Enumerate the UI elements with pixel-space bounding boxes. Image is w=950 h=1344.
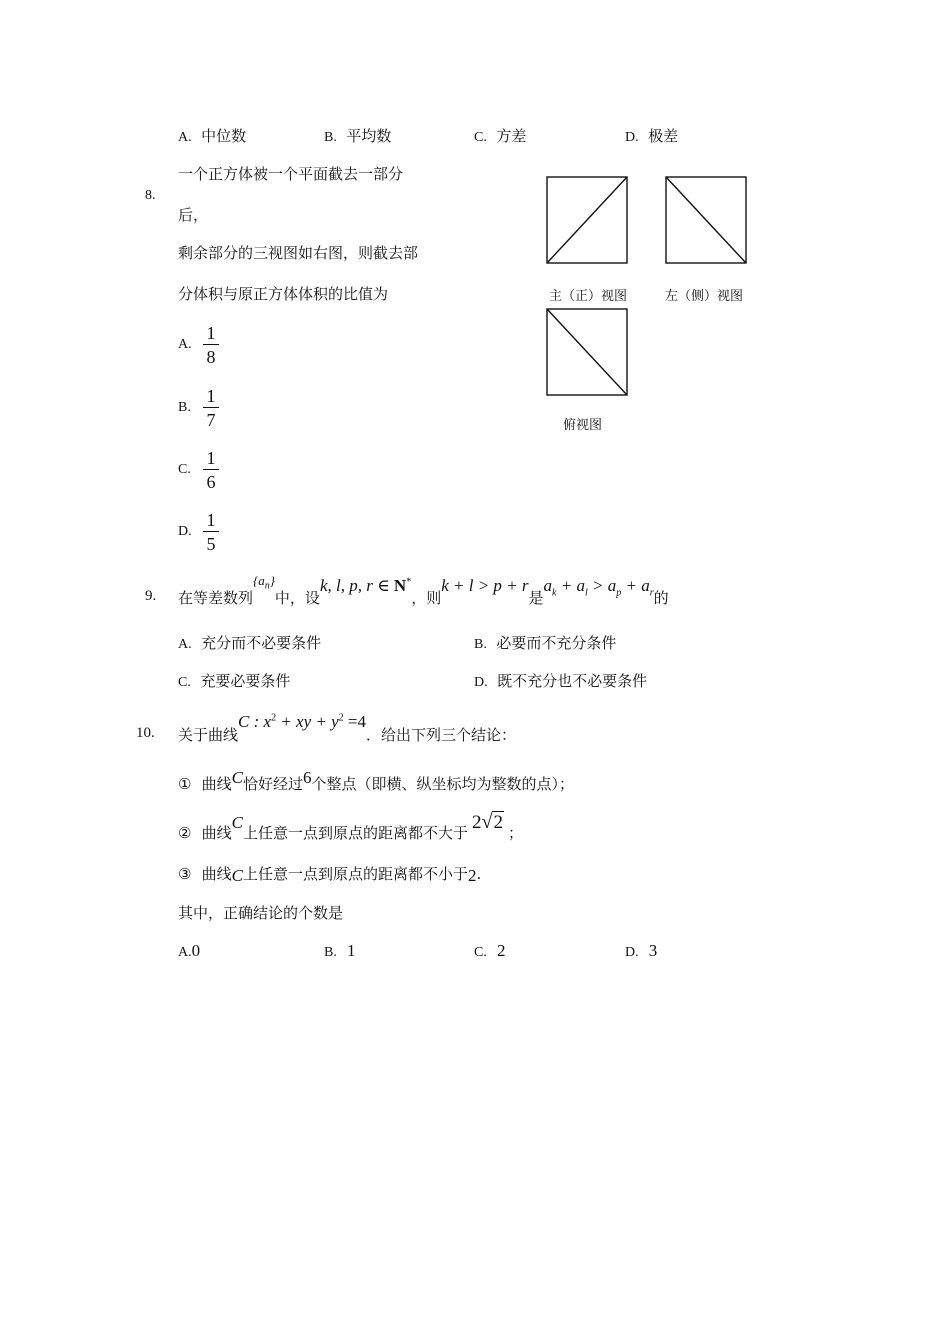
q8-line-2: 后， [178,206,209,224]
q10-option-a: A.0 [178,941,201,960]
q9-option-c: C. 充要必要条件 [178,672,291,690]
q9-text-2: 中，设 [274,589,320,607]
q9-option-d: D. 既不充分也不必要条件 [474,672,648,690]
q10-statement-1: ① 曲线C恰好经过6个整点（即横、纵坐标均为整数的点）； [178,768,575,793]
front-view-diagonal [547,177,627,263]
q10-number: 10. [136,725,155,741]
q9-text-3: ，则 [411,589,442,607]
q7-option-b: B. 平均数 [324,127,392,145]
q9-condition-1: k + l > p + r [441,576,529,595]
q9-number: 9. [145,588,157,604]
q10-conclusion: 其中，正确结论的个数是 [178,904,344,922]
q8-option-a-letter: A. [178,337,192,352]
q10-option-d: D. 3 [625,941,658,960]
q8-option-c-letter: C. [178,462,191,477]
q8-option-b-fraction: 1 7 [203,386,219,430]
q7-option-c: C. 方差 [474,127,527,145]
q9-option-a: A. 充分而不必要条件 [178,634,322,652]
q7-option-a: A. 中位数 [178,127,247,145]
side-view-diagram [665,176,748,265]
q9-stem [178,572,669,607]
q10-option-b: B. 1 [324,941,356,960]
q8-number: 8. [145,188,156,203]
q10-text-1: 关于曲线 [178,726,239,744]
q8-option-d-letter: D. [178,524,192,539]
q10-statement-3: ③ 曲线C上任意一点到原点的距离都不小于2. [178,865,482,885]
q10-stem [178,710,517,744]
side-view-caption: 左（侧）视图 [665,289,744,304]
q8-option-b-letter: B. [178,400,191,415]
q8-line-3: 剩余部分的三视图如右图，则截去部 [178,244,419,262]
q8-option-d-fraction: 1 5 [203,510,219,554]
side-view-diagonal [666,177,746,263]
q8-option-a-fraction: 1 8 [203,323,219,367]
q9-condition-2: $a_k + a_l > a_p + a_r$ [543,576,654,599]
q10-curve-equation: C : $x^2$ + xy + $y^2 =4$ [238,712,366,731]
q10-sqrt-expression: 2√2 [472,811,503,833]
q9-vars: k, l, p, r ∈ N* [319,576,412,595]
front-view-caption: 主（正）视图 [549,289,628,304]
q9-text-5: 的 [653,589,669,607]
top-view-diagonal [547,309,627,395]
q7-option-d: D. 极差 [625,127,679,145]
q10-option-c: C. 2 [474,941,506,960]
top-view-diagram [546,308,629,397]
q9-text-1: 在等差数列 [178,589,254,607]
q8-line-4: 分体积与原正方体体积的比值为 [178,285,389,303]
q8-line-1: 一个正方体被一个平面截去一部分 [178,165,404,183]
front-view-diagram [546,176,629,265]
q9-option-b: B. 必要而不充分条件 [474,634,617,652]
q10-statement-2: ② 曲线C上任意一点到原点的距离都不大于 2√2 ； [178,811,523,842]
q8-option-c-fraction: 1 6 [203,448,219,492]
q9-sequence: $\{a_n\}$ [253,573,275,592]
q9-text-4: 是 [528,589,544,607]
top-view-caption: 俯视图 [563,418,603,433]
q10-text-2: ．给出下列三个结论： [366,726,517,744]
